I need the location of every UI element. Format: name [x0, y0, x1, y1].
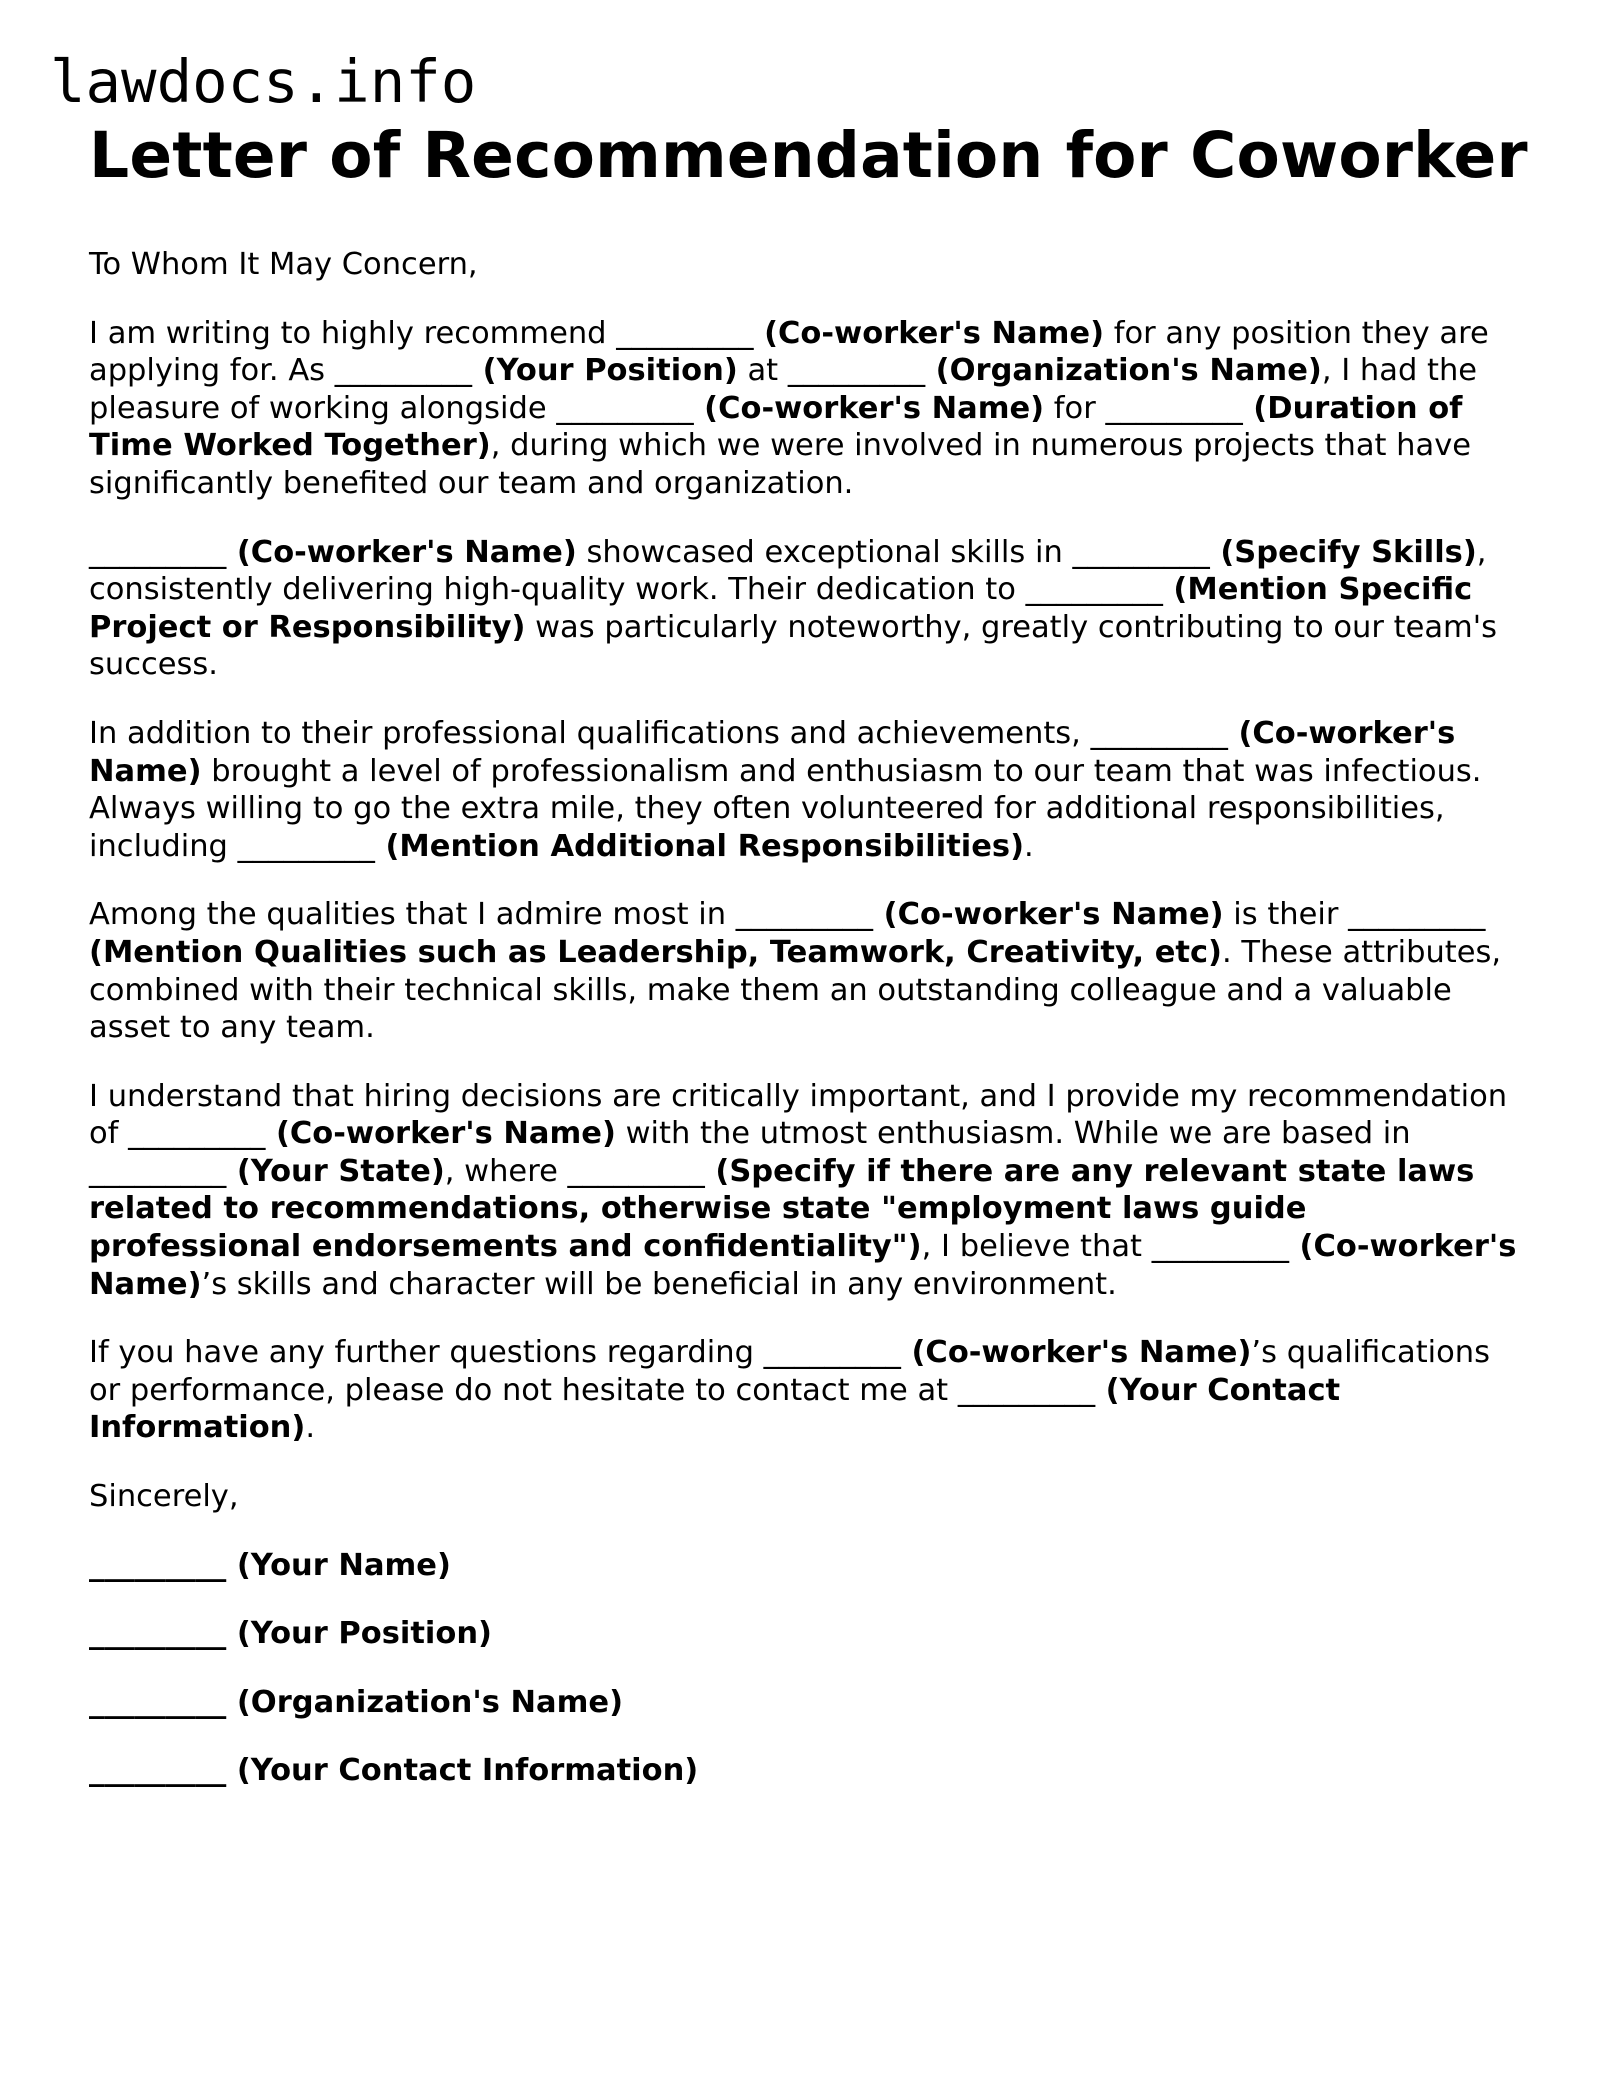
- placeholder-contact-information: (Your Contact Information): [226, 1753, 699, 1789]
- fill-in-blank: _________: [957, 1372, 1096, 1408]
- signature-position: [89, 1615, 1529, 1653]
- paragraph-contact: [89, 1334, 1529, 1447]
- signature-name: [89, 1547, 1529, 1585]
- paragraph-professionalism: [89, 715, 1529, 865]
- text-run: , during which we were involved in numerous projects that have significantly benefited our team and organization.: [89, 428, 1472, 501]
- placeholder-skills: (Specify Skills): [1209, 534, 1477, 570]
- placeholder-duration: (Duration of Time Worked Together): [89, 390, 1463, 464]
- placeholder-coworker-name: (Co-worker's Name): [873, 897, 1224, 933]
- placeholder-your-name: (Your Name): [226, 1547, 451, 1583]
- text-run: If you have any further questions regarding: [89, 1335, 764, 1371]
- placeholder-additional-responsibilities: (Mention Additional Responsibilities): [374, 828, 1025, 864]
- text-run: ’s qualifications or performance, please do not hesitate to contact me at: [89, 1335, 1491, 1408]
- text-run: with the utmost enthusiasm. While we are based in: [615, 1116, 1411, 1152]
- fill-in-blank: _________: [735, 897, 874, 933]
- paragraph-skills: [89, 534, 1529, 684]
- text-run: at: [737, 353, 788, 389]
- fill-in-blank: _________: [89, 1547, 227, 1583]
- fill-in-blank: _________: [334, 353, 473, 389]
- text-run: . These attributes, combined with their technical skills, make them an outstanding colleague and a valuable asset to any team.: [89, 934, 1502, 1046]
- placeholder-coworker-name: (Co-worker's Name): [226, 534, 577, 570]
- greeting: To Whom It May Concern,: [89, 247, 478, 282]
- placeholder-coworker-name: (Co-worker's Name): [265, 1116, 616, 1152]
- fill-in-blank: _________: [89, 1153, 227, 1189]
- text-run: .: [305, 1410, 316, 1446]
- placeholder-qualities: (Mention Qualities such as Leadership, Teamwork, Creativity, etc): [89, 934, 1222, 970]
- paragraph-qualities: [89, 896, 1529, 1046]
- fill-in-blank: _________: [89, 1753, 227, 1789]
- placeholder-contact-information: (Your Contact Information): [89, 1372, 1341, 1446]
- text-run: I understand that hiring decisions are critically important, and I provide my recommendation of: [89, 1078, 1508, 1152]
- closing: Sincerely,: [89, 1479, 239, 1515]
- text-run: , I had the pleasure of working alongside: [89, 353, 1478, 426]
- text-run: for: [1044, 390, 1106, 426]
- letter-body: [89, 118, 1529, 1790]
- placeholder-organization-name: (Organization's Name): [925, 353, 1322, 389]
- fill-in-blank: _________: [89, 534, 227, 570]
- fill-in-blank: _________: [1348, 897, 1486, 933]
- fill-in-blank: _________: [787, 353, 926, 389]
- text-run: I am writing to highly recommend: [89, 315, 617, 351]
- text-run: for any position they are applying for. As: [89, 315, 1489, 389]
- text-run: was particularly noteworthy, greatly contributing to our team's success.: [89, 609, 1498, 683]
- placeholder-project: (Mention Specific Project or Responsibility): [89, 572, 1473, 645]
- placeholder-state-laws: (Specify if there are any relevant state laws related to recommendations, otherwise state "employment laws guide professional endorsements and confidentiality"): [89, 1153, 1475, 1265]
- paragraph-state-laws: [89, 1078, 1529, 1304]
- fill-in-blank: _________: [567, 1153, 705, 1189]
- text-run: Among the qualities that I admire most in: [89, 897, 736, 933]
- text-run: In addition to their professional qualifications and achievements,: [89, 715, 1091, 751]
- fill-in-blank: _________: [763, 1335, 901, 1371]
- signature-contact: [89, 1752, 1529, 1790]
- placeholder-coworker-name: (Co-worker's Name): [89, 1229, 1517, 1302]
- fill-in-blank: _________: [237, 828, 375, 864]
- fill-in-blank: _________: [616, 315, 754, 351]
- paragraph-introduction: [89, 315, 1529, 503]
- placeholder-coworker-name: (Co-worker's Name): [89, 715, 1456, 789]
- text-run: , where: [444, 1153, 568, 1189]
- text-run: , consistently delivering high-quality work. Their dedication to: [89, 534, 1487, 608]
- placeholder-coworker-name: (Co-worker's Name): [753, 315, 1105, 351]
- signature-organization: [89, 1684, 1529, 1722]
- text-run: is their: [1223, 897, 1349, 933]
- placeholder-your-position: (Your Position): [472, 353, 738, 389]
- placeholder-your-position: (Your Position): [226, 1616, 492, 1652]
- fill-in-blank: _________: [1151, 1229, 1289, 1265]
- fill-in-blank: _________: [1105, 390, 1243, 426]
- text-run: .: [1024, 828, 1034, 864]
- text-run: , I believe that: [921, 1229, 1152, 1265]
- text-run: showcased exceptional skills in: [576, 534, 1073, 570]
- site-watermark: lawdocs.info: [50, 47, 477, 116]
- fill-in-blank: _________: [1090, 715, 1228, 751]
- fill-in-blank: _________: [556, 390, 694, 426]
- fill-in-blank: _________: [128, 1116, 266, 1152]
- text-run: brought a level of professionalism and enthusiasm to our team that was infectious. Always willing to go the extra mile, they often volunteered for additional responsibilities, including: [89, 753, 1482, 864]
- fill-in-blank: _________: [1025, 572, 1163, 608]
- text-run: ’s skills and character will be beneficial in any environment.: [201, 1266, 1117, 1302]
- fill-in-blank: _________: [89, 1684, 227, 1720]
- fill-in-blank: _________: [1072, 534, 1210, 570]
- letter-title: Letter of Recommendation for Coworker: [89, 119, 1528, 192]
- placeholder-organization-name: (Organization's Name): [226, 1684, 624, 1720]
- placeholder-your-state: (Your State): [226, 1153, 445, 1189]
- placeholder-coworker-name: (Co-worker's Name): [900, 1335, 1252, 1371]
- fill-in-blank: _________: [89, 1616, 227, 1652]
- placeholder-coworker-name: (Co-worker's Name): [693, 390, 1045, 426]
